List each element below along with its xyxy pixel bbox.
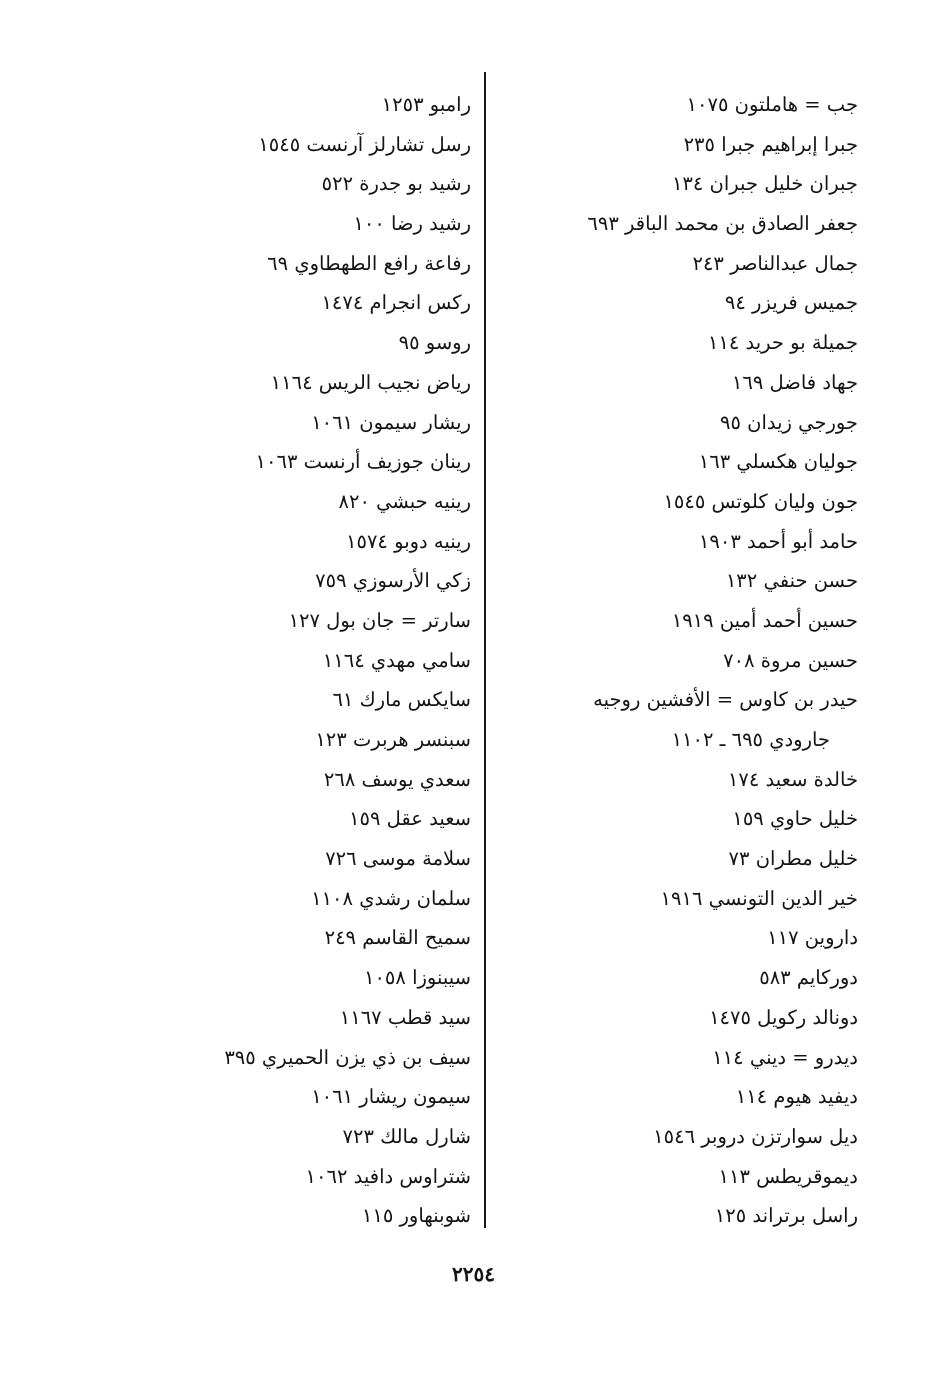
index-entry: سلمان رشدي ١١٠٨ [311, 886, 471, 910]
index-entry: ديل سوارتزن دروبر ١٥٤٦ [653, 1124, 858, 1148]
index-entry: جورجي زيدان ٩٥ [719, 410, 858, 434]
index-entry: ديفيد هيوم ١١٤ [735, 1085, 858, 1109]
index-entry: ديموقريطس ١١٣ [718, 1164, 858, 1188]
index-entry: سيد قطب ١١٦٧ [339, 1005, 471, 1029]
page-number: ٢٢٥٤ [452, 1262, 495, 1286]
index-entry: رامبو ١٢٥٣ [381, 93, 471, 116]
index-entry: سامي مهدي ١١٦٤ [322, 648, 471, 672]
index-entry: جبرا إبراهيم جبرا ٢٣٥ [683, 132, 858, 156]
index-entry: شتراوس دافيد ١٠٦٢ [305, 1164, 471, 1188]
index-entry: شوبنهاور ١١٥ [361, 1204, 471, 1228]
index-entry: حيدر بن كاوس = الأفشين روجيه [593, 688, 858, 712]
index-entry: جمال عبدالناصر ٢٤٣ [692, 251, 858, 275]
index-entry: رشيد بو جدرة ٥٢٢ [321, 172, 471, 196]
index-entry: رسل تشارلز آرنست ١٥٤٥ [258, 132, 471, 156]
index-entry: دوركايم ٥٨٣ [759, 966, 858, 990]
index-entry: رينان جوزيف أرنست ١٠٦٣ [255, 450, 471, 474]
index-entry: سارتر = جان بول ١٢٧ [288, 608, 471, 632]
index-entry: ديدرو = ديني ١١٤ [712, 1045, 858, 1069]
index-entry: جون وليان كلوتس ١٥٤٥ [663, 489, 858, 513]
index-entry: سيمون ريشار ١٠٦١ [311, 1085, 471, 1109]
index-entry: سعدي يوسف ٢٦٨ [323, 767, 471, 791]
index-entry: دونالد ركويل ١٤٧٥ [709, 1005, 858, 1029]
index-entry: رياض نجيب الريس ١١٦٤ [270, 370, 471, 394]
index-entry: حسن حنفي ١٣٢ [725, 569, 858, 593]
index-entry: راسل برتراند ١٢٥ [714, 1204, 858, 1228]
index-entry: رينيه دوبو ١٥٧٤ [346, 529, 471, 553]
index-entry: ركس انجرام ١٤٧٤ [321, 291, 471, 315]
column-divider [484, 72, 486, 1228]
index-entry: حسين مروة ٧٠٨ [723, 648, 858, 672]
index-entry: رفاعة رافع الطهطاوي ٦٩ [267, 251, 471, 275]
index-entry: خليل مطران ٧٣ [728, 847, 858, 871]
index-entry: خليل حاوي ١٥٩ [732, 807, 858, 831]
index-entry: حسين أحمد أمين ١٩١٩ [671, 608, 858, 632]
index-entry: ريشار سيمون ١٠٦١ [311, 410, 471, 434]
index-entry: جب = هاملتون ١٠٧٥ [686, 93, 858, 116]
index-entry: سميح القاسم ٢٤٩ [324, 926, 471, 950]
index-entry: خالدة سعيد ١٧٤ [727, 767, 858, 791]
index-entry: جوليان هكسلي ١٦٣ [698, 450, 858, 474]
index-entry: سبنسر هربرت ١٢٣ [315, 728, 471, 751]
index-entry: جهاد فاضل ١٦٩ [731, 370, 858, 394]
index-entry: سيف بن ذي يزن الحميري ٣٩٥ [224, 1045, 471, 1069]
index-entry: زكي الأرسوزي ٧٥٩ [315, 569, 471, 593]
index-entry: رينيه حبشي ٨٢٠ [338, 489, 471, 513]
index-entry: سعيد عقل ١٥٩ [349, 807, 471, 831]
index-column-right [488, 85, 858, 1236]
index-entry: سيبنوزا ١٠٥٨ [363, 966, 471, 990]
index-entry: جبران خليل جبران ١٣٤ [671, 172, 858, 196]
index-entry: جارودي ٦٩٥ ـ ١١٠٢ [671, 728, 830, 751]
index-entry: جعفر الصادق بن محمد الباقر ٦٩٣ [587, 212, 858, 236]
index-entry: داروين ١١٧ [767, 926, 858, 950]
index-entry: سلامة موسى ٧٢٦ [325, 847, 471, 871]
index-entry: روسو ٩٥ [398, 331, 471, 355]
index-entry: حامد أبو أحمد ١٩٠٣ [698, 529, 858, 553]
index-entry: سايكس مارك ٦١ [332, 688, 471, 712]
index-entry: جميس فريزر ٩٤ [724, 291, 858, 315]
index-entry: خير الدين التونسي ١٩١٦ [660, 886, 858, 910]
index-column-left [171, 85, 471, 1236]
index-entry: رشيد رضا ١٠٠ [353, 212, 471, 236]
index-entry: شارل مالك ٧٢٣ [342, 1124, 471, 1148]
index-entry: جميلة بو حريد ١١٤ [707, 331, 858, 355]
